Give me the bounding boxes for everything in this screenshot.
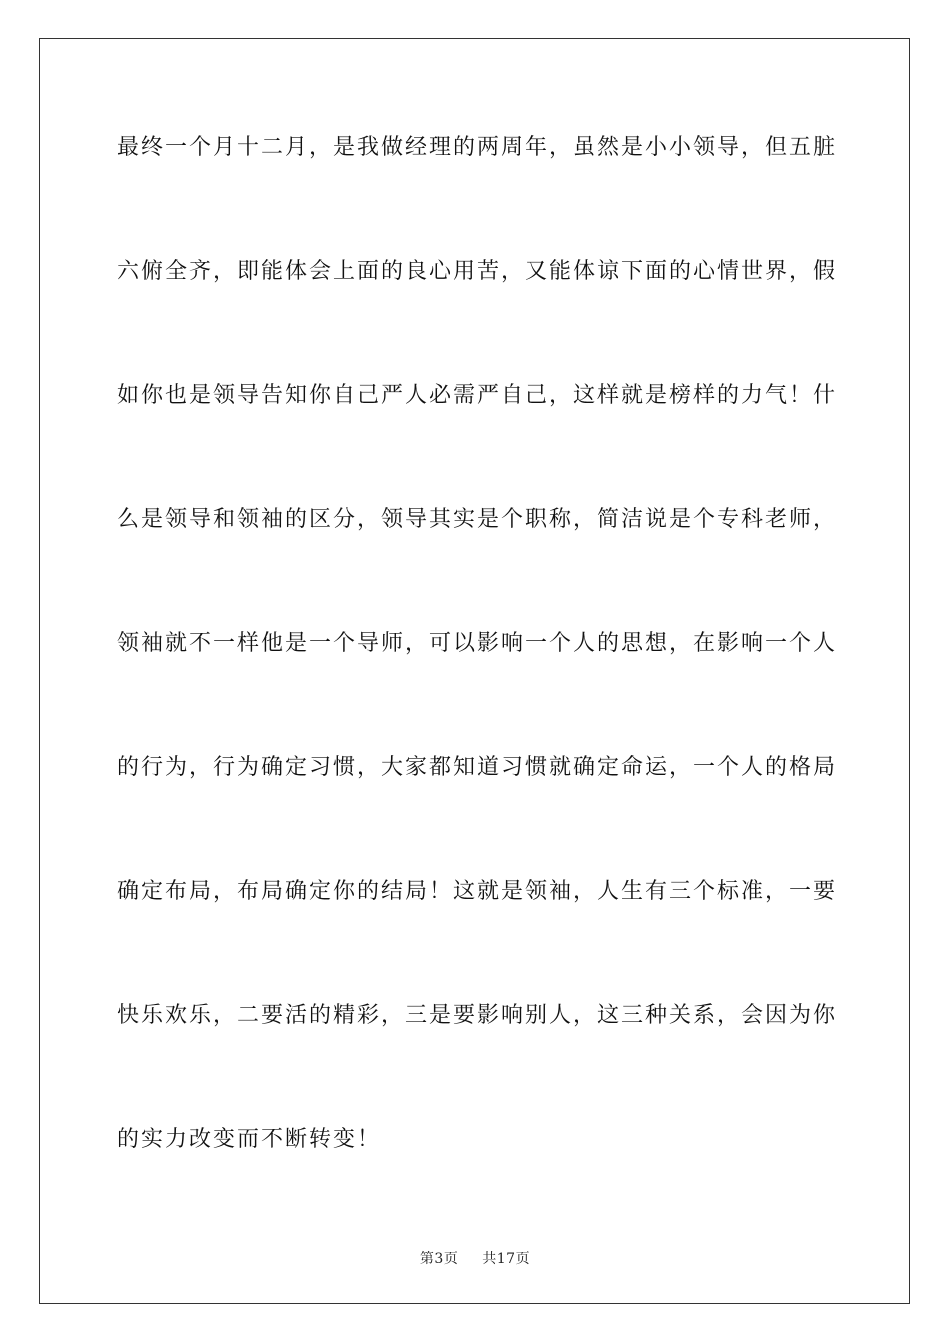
- paragraph-line: 如你也是领导告知你自己严人必需严自己，这样就是榜样的力气！什: [117, 383, 838, 408]
- paragraph-line: 确定布局，布局确定你的结局！这就是领袖，人生有三个标准，一要: [117, 879, 838, 904]
- paragraph-line: 的实力改变而不断转变！: [117, 1127, 382, 1152]
- paragraph-line: 最终一个月十二月，是我做经理的两周年，虽然是小小领导，但五脏: [117, 135, 838, 160]
- paragraph-line: 六俯全齐，即能体会上面的良心用苦，又能体谅下面的心情世界，假: [117, 259, 838, 284]
- paragraph-line: 的行为，行为确定习惯，大家都知道习惯就确定命运，一个人的格局: [117, 755, 838, 780]
- page-number-current: 第3页: [419, 1251, 459, 1267]
- page-number-total: 共17页: [482, 1251, 531, 1267]
- document-body: [117, 126, 837, 1242]
- paragraph-line: 么是领导和领袖的区分，领导其实是个职称，简洁说是个专科老师，: [117, 507, 838, 532]
- paragraph-line: 领袖就不一样他是一个导师，可以影响一个人的思想，在影响一个人: [117, 631, 838, 656]
- page-footer: [0, 1248, 950, 1268]
- paragraph-line: 快乐欢乐，二要活的精彩，三是要影响别人，这三种关系，会因为你: [117, 1003, 838, 1028]
